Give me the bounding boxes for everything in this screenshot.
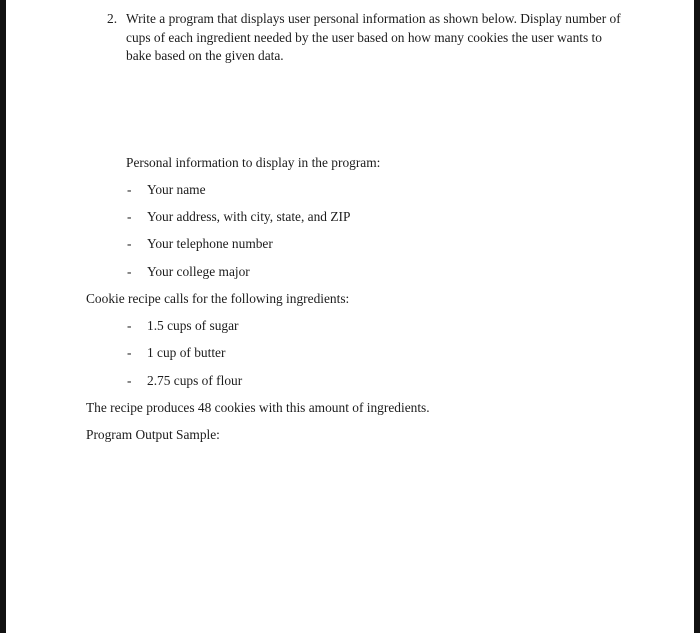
personal-item-major: Your college major bbox=[147, 264, 250, 279]
bullet-dash: - bbox=[127, 209, 132, 224]
bullet-dash: - bbox=[127, 264, 132, 279]
bullet-dash: - bbox=[127, 318, 132, 333]
bullet-dash: - bbox=[127, 345, 132, 360]
personal-item-telephone: Your telephone number bbox=[147, 236, 273, 251]
bullet-dash: - bbox=[127, 236, 132, 251]
recipe-yield-text: The recipe produces 48 cookies with this amount of ingredients. bbox=[86, 400, 430, 415]
recipe-heading: Cookie recipe calls for the following ingredients: bbox=[86, 291, 350, 306]
question-number: 2. bbox=[107, 11, 118, 26]
recipe-item-butter: 1 cup of butter bbox=[147, 345, 226, 360]
bullet-dash: - bbox=[127, 373, 132, 388]
program-output-label: Program Output Sample: bbox=[86, 427, 220, 442]
bullet-dash: - bbox=[127, 182, 132, 197]
personal-item-name: Your name bbox=[147, 182, 206, 197]
personal-info-heading: Personal information to display in the program: bbox=[126, 155, 381, 170]
document-page bbox=[6, 0, 694, 633]
personal-item-address: Your address, with city, state, and ZIP bbox=[147, 209, 351, 224]
question-text: Write a program that displays user personal information as shown below. Display number of cups of each ingredient needed by the user based on how many cookies the user wants to bake based on the given data. bbox=[126, 11, 621, 63]
right-dark-edge bbox=[694, 0, 700, 633]
recipe-item-flour: 2.75 cups of flour bbox=[147, 373, 243, 388]
recipe-item-sugar: 1.5 cups of sugar bbox=[147, 318, 239, 333]
